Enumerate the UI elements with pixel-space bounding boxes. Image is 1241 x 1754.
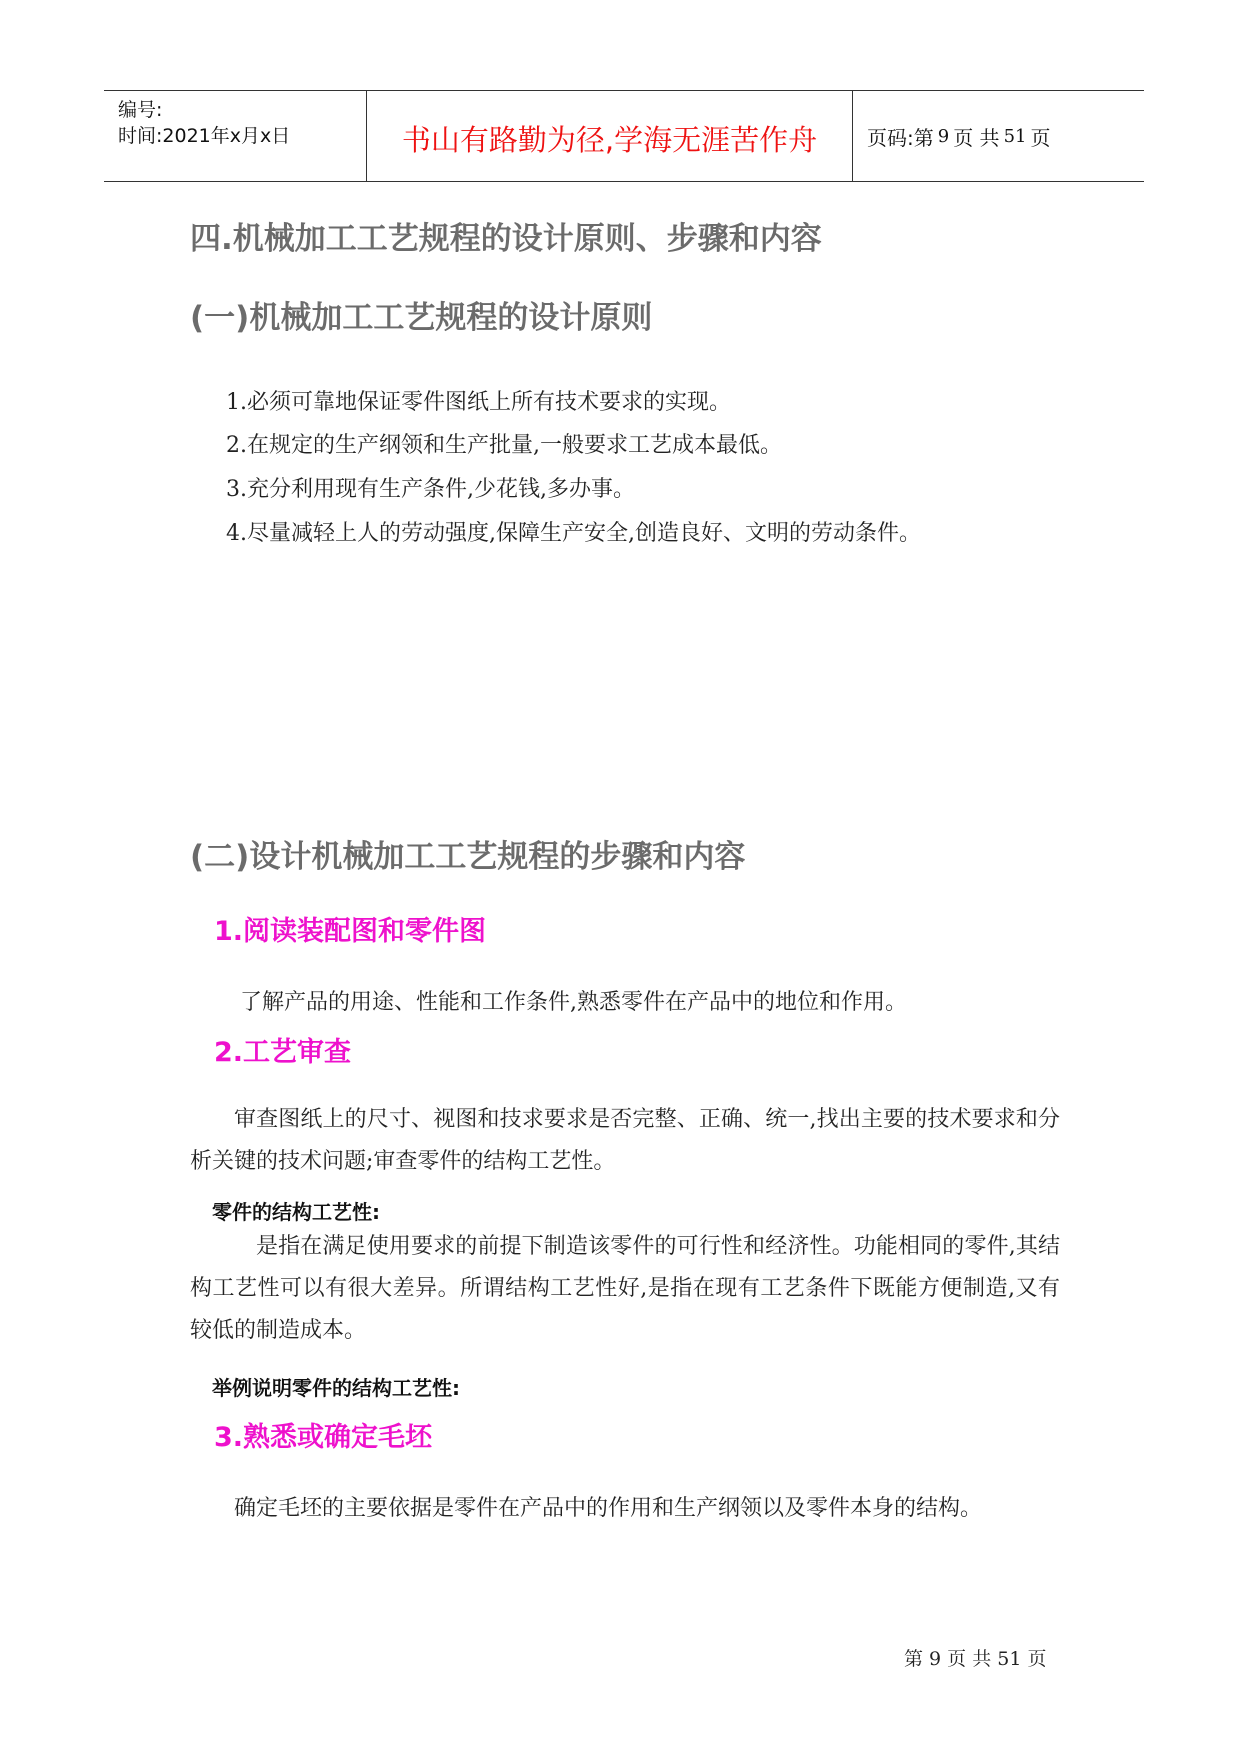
step1-text: 了解产品的用途、性能和工作条件,熟悉零件在产品中的地位和作用。 — [240, 990, 907, 1015]
header-motto: 书山有路勤为径,学海无涯苦作舟 — [401, 122, 818, 157]
header-page-total: 51 — [1003, 125, 1027, 147]
doc-number-label: 编号: — [118, 99, 163, 121]
step2-sub2-title: 举例说明零件的结构工艺性: — [212, 1376, 460, 1400]
doc-time-label: 时间:2021年x月x日 — [118, 125, 291, 147]
step1-title: 1.阅读装配图和零件图 — [214, 916, 487, 947]
page-footer: 第 9 页 共 51 页 — [904, 1648, 1047, 1670]
step2-sub1-title: 零件的结构工艺性: — [212, 1200, 380, 1224]
step2-sub1-text: 是指在满足使用要求的前提下制造该零件的可行性和经济性。功能相同的零件,其结构工艺性可以有很大差异。所谓结构工艺性好,是指在现有工艺条件下既能方便制造,又有较低的制造成本。 — [190, 1234, 1060, 1343]
step3-text: 确定毛坯的主要依据是零件在产品中的作用和生产纲领以及零件本身的结构。 — [234, 1496, 983, 1521]
section-title: 四.机械加工工艺规程的设计原则、步骤和内容 — [190, 221, 822, 257]
principle-item-3: 3.充分利用现有生产条件,少花钱,多办事。 — [226, 477, 635, 502]
header-page-mid: 页 共 — [953, 125, 1000, 150]
header-page-current: 9 — [937, 125, 950, 147]
header-page-prefix: 页码:第 — [867, 125, 934, 150]
principle-item-4: 4.尽量减轻上人的劳动强度,保障生产安全,创造良好、文明的劳动条件。 — [226, 521, 921, 546]
principles-title: (一)机械加工工艺规程的设计原则 — [190, 300, 653, 336]
header-page-cell — [853, 91, 1144, 181]
step2-title: 2.工艺审查 — [214, 1037, 352, 1068]
header-meta-cell — [104, 91, 367, 181]
steps-title: (二)设计机械加工工艺规程的步骤和内容 — [190, 839, 746, 875]
header-page-suffix: 页 — [1030, 125, 1051, 150]
step2-text: 审查图纸上的尺寸、视图和技求要求是否完整、正确、统一,找出主要的技术要求和分析关键的技术问题;审查零件的结构工艺性。 — [190, 1107, 1060, 1174]
header-motto-cell — [367, 91, 853, 181]
step3-title: 3.熟悉或确定毛坯 — [214, 1422, 433, 1453]
principle-item-1: 1.必须可靠地保证零件图纸上所有技术要求的实现。 — [226, 390, 731, 415]
page-header — [104, 90, 1144, 182]
principle-item-2: 2.在规定的生产纲领和生产批量,一般要求工艺成本最低。 — [226, 433, 782, 458]
